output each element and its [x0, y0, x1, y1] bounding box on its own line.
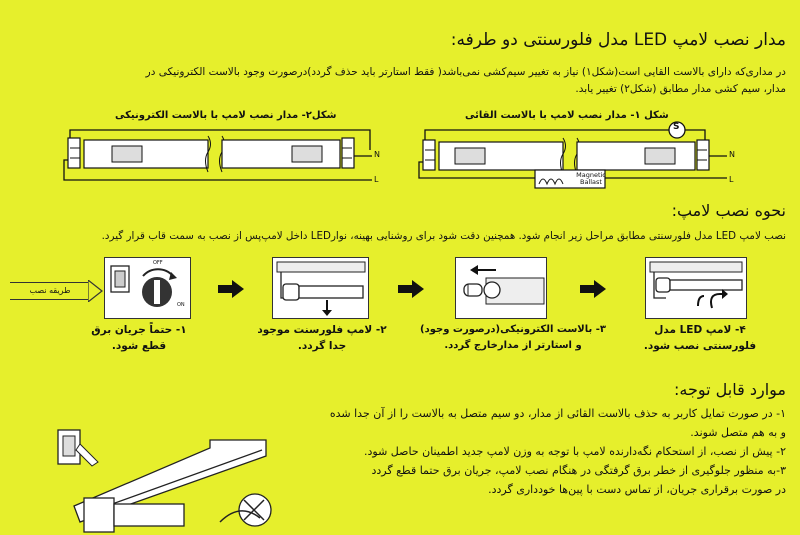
magnetic-ballast-label: [566, 172, 616, 186]
note-2: ۲- پیش از نصب، از استحکام نگه‌دارنده لامپ با توجه به وزن لامپ جدید اطمینان حاصل شود.: [364, 445, 786, 458]
switch-on-text: ON: [177, 302, 185, 308]
step3-line-2: و استارتر از مدارخارج گردد.: [444, 340, 582, 351]
section3-title: موارد قابل توجه:: [674, 380, 786, 399]
step1-caption: [84, 322, 194, 354]
start-label: طریقه نصب: [29, 286, 71, 295]
step1-image: [104, 257, 191, 319]
section2-paragraph: نصب لامپ LED مدل فلورسنتی مطابق مراحل زیر انجام شود. همچنین دقت شود برای روشنایی بهینه، نوارLED داخل لامپ‌پس از نصب به سمت قاب قرار گیرد.: [101, 230, 786, 242]
step1-line-1: ۱- حتماً جریان برق: [91, 324, 187, 336]
note-1-line-2: و به هم متصل شوند.: [690, 426, 786, 439]
step3-caption: [418, 322, 608, 354]
arrow-1-icon: [218, 280, 244, 298]
step2-caption: [252, 322, 392, 354]
switch-off-text: OFF: [153, 260, 163, 266]
start-label-box: [10, 282, 91, 300]
fig1-label: شکل ۱- مدار نصب لامپ با بالاست القائی: [465, 110, 669, 121]
fig1-n-label: N: [729, 150, 735, 159]
starter-s-label: S: [673, 122, 680, 132]
note-3-line-1: ۳-به منظور جلوگیری از خطر برق گرفتگی در هنگام نصب لامپ، جریان برق حتما قطع گردد: [371, 464, 786, 477]
fig2-n-label: N: [374, 150, 380, 159]
step1-line-2: قطع شود.: [111, 340, 167, 352]
start-arrow-head: [88, 280, 104, 302]
step3-image: [455, 257, 547, 319]
section1-title: مدار نصب لامپ LED مدل فلورسنتی دو طرفه:: [450, 30, 786, 50]
fig1-wiring-diagram: [415, 118, 735, 200]
step4-caption: [640, 322, 760, 354]
step2-image: [272, 257, 369, 319]
fig2-label: شکل۲- مدار نصب لامپ با بالاست الکترونیکی: [115, 110, 337, 121]
step3-line-1: ۳- بالاست الکترونیکی(درصورت وجود): [420, 324, 606, 335]
fig2-l-label: L: [374, 175, 379, 184]
arrow-3-icon: [580, 280, 606, 298]
ballast-line-1: Magnetic: [576, 171, 606, 179]
notes-list: [276, 404, 786, 499]
step4-line-2: فلورسنتی نصب شود.: [643, 340, 757, 352]
section2-title: نحوه نصب لامپ:: [671, 201, 786, 220]
step4-line-1: ۴- لامپ LED مدل: [654, 324, 746, 336]
ballast-line-2: Ballast: [580, 178, 602, 186]
step2-line-2: جدا گردد.: [297, 340, 347, 352]
step4-image: [645, 257, 747, 319]
section1-line-1: در مداری‌که دارای بالاست القایی است(شکل۱) نیاز به تغییر سیم‌کشی نمی‌باشد( فقط استارتر باید حذف گردد)درصورت وجود بالاست الکترونیکی در: [145, 66, 786, 78]
fig2-wiring-diagram: [60, 122, 380, 194]
note-3-line-2: در صورت برقراری جریان، از تماس دست با پین‌ها خودداری گردد.: [488, 483, 786, 496]
section1-line-2: مدار، سیم کشی مدار مطابق (شکل۲) تغییر یابد.: [575, 83, 786, 95]
fig1-l-label: L: [729, 175, 734, 184]
arrow-2-icon: [398, 280, 424, 298]
caution-illustration: [50, 426, 290, 534]
section1-paragraph: [6, 64, 786, 98]
step2-line-1: ۲- لامپ فلورسنت موجود: [257, 324, 387, 336]
note-1-line-1: ۱- در صورت تمایل کاربر به حذف بالاست القائی از مدار، دو سیم متصل به بالاست را از آن جدا شده: [329, 407, 786, 420]
